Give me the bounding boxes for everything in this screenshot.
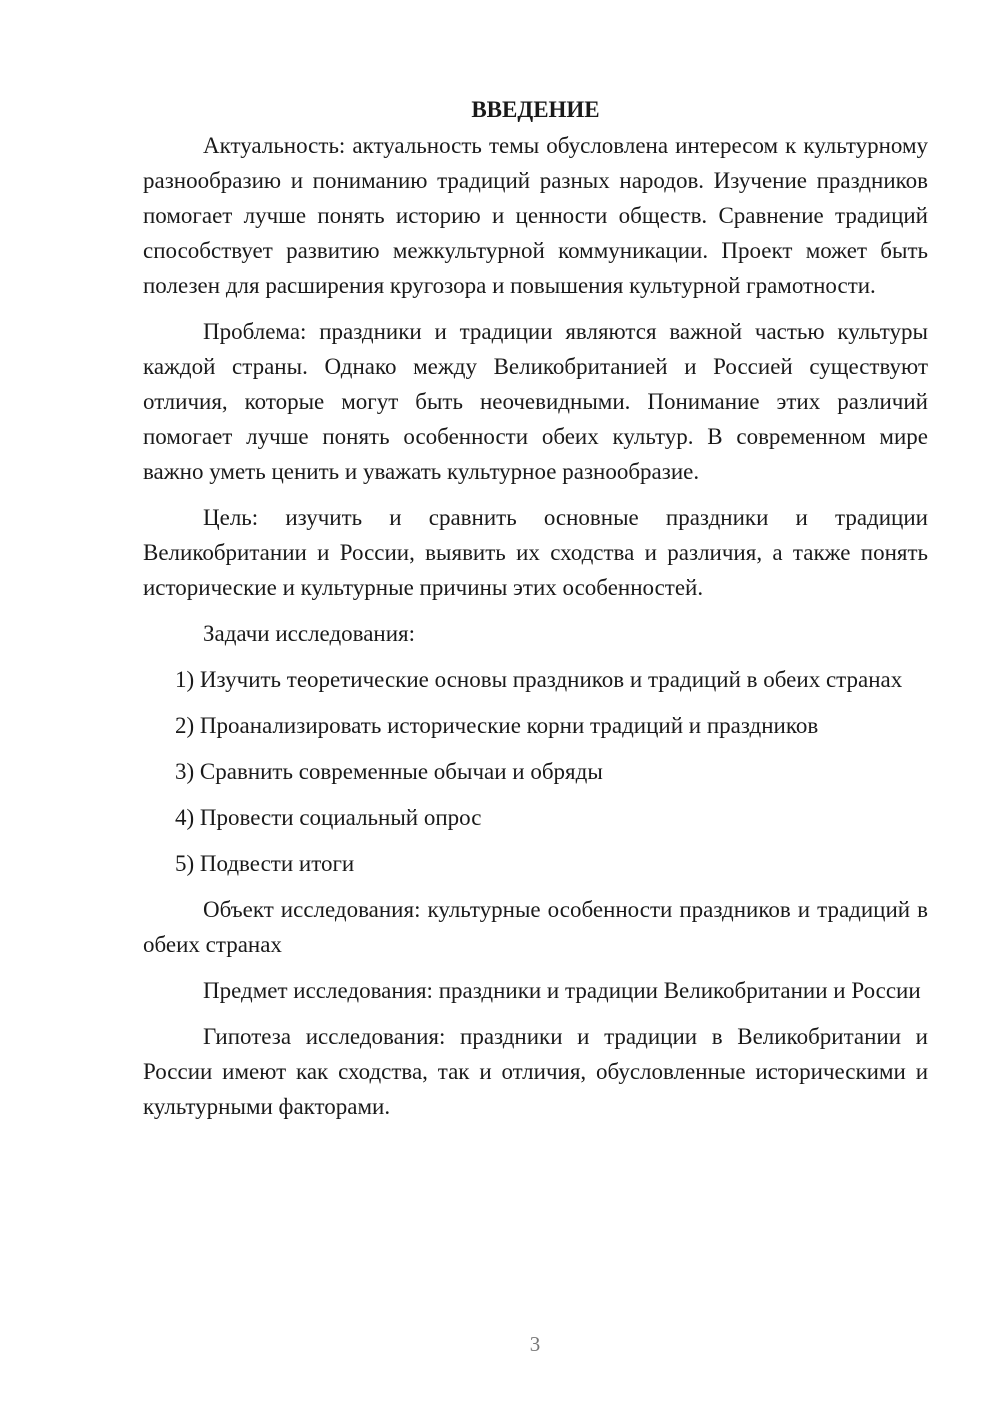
paragraph-object: Объект исследования: культурные особенности праздников и традиций в обеих странах: [143, 897, 928, 957]
paragraph-subject: Предмет исследования: праздники и традиции Великобритании и России: [203, 978, 921, 1003]
paragraph-hypothesis: Гипотеза исследования: праздники и традиции в Великобритании и России имеют как сходства, так и отличия, обусловленные историческими и культурными факторами.: [143, 1024, 928, 1119]
paragraph-tasks-heading: Задачи исследования:: [203, 621, 416, 646]
paragraph-problem: Проблема: праздники и традиции являются важной частью культуры каждой страны. Однако между Великобританией и Россией существуют отличия, которые могут быть неочевидными. Понимание этих различий помогает лучше понять особенности обеих культур. В современном мире важно уметь ценить и уважать культурное разнообразие.: [143, 319, 928, 484]
document-page: [143, 92, 928, 1124]
paragraph-goal: Цель: изучить и сравнить основные праздники и традиции Великобритании и России, выявить их сходства и различия, а также понять исторические и культурные причины этих особенностей.: [143, 505, 928, 600]
list-item: 1) Изучить теоретические основы праздников и традиций в обеих странах: [175, 667, 903, 692]
list-item: 3) Сравнить современные обычаи и обряды: [175, 759, 603, 784]
list-item: 2) Проанализировать исторические корни традиций и праздников: [175, 713, 819, 738]
list-item: 5) Подвести итоги: [175, 851, 355, 876]
page-number: 3: [529, 1332, 541, 1356]
section-title: ВВЕДЕНИЕ: [471, 97, 600, 122]
paragraph-relevance: Актуальность: актуальность темы обусловлена интересом к культурному разнообразию и пониманию традиций разных народов. Изучение праздников помогает лучше понять историю и ценности обществ. Сравнение традиций способствует развитию межкультурной коммуникации. Проект может быть полезен для расширения кругозора и повышения культурной грамотности.: [143, 133, 928, 298]
list-item: 4) Провести социальный опрос: [175, 805, 482, 830]
